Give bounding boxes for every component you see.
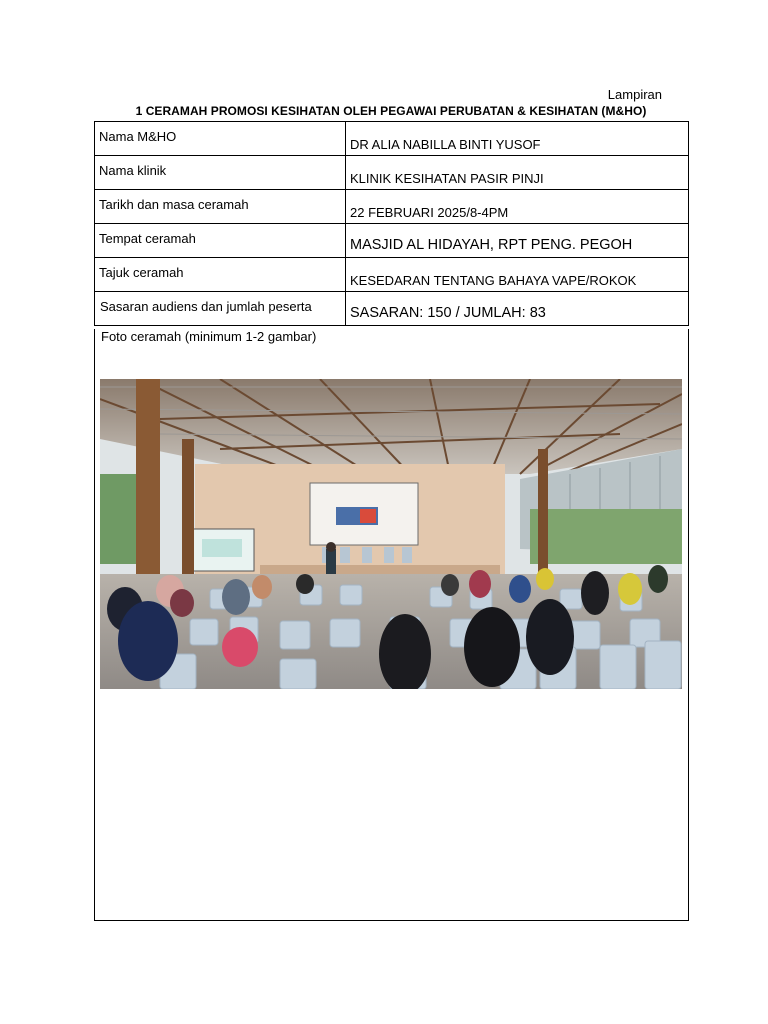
table-row xyxy=(95,190,689,224)
field-label-cell xyxy=(95,190,346,224)
photo-section-label: Foto ceramah (minimum 1-2 gambar) xyxy=(101,329,317,344)
field-label-venue: Tempat ceramah xyxy=(99,231,196,246)
field-value-clinic-name: KLINIK KESIHATAN PASIR PINJI xyxy=(350,171,544,186)
field-value-mho-name: DR ALIA NABILLA BINTI YUSOF xyxy=(350,137,541,152)
field-value-cell xyxy=(346,258,689,292)
field-value-cell xyxy=(346,122,689,156)
table-row xyxy=(95,292,689,326)
field-label-date-time: Tarikh dan masa ceramah xyxy=(99,197,249,212)
field-value-cell xyxy=(346,190,689,224)
field-value-cell xyxy=(346,224,689,258)
field-label-cell xyxy=(95,292,346,326)
document-title: 1 CERAMAH PROMOSI KESIHATAN OLEH PEGAWAI PERUBATAN & KESIHATAN (M&HO) xyxy=(135,104,647,118)
field-label-cell xyxy=(95,122,346,156)
field-value-topic: KESEDARAN TENTANG BAHAYA VAPE/ROKOK xyxy=(350,273,637,288)
field-label-mho-name: Nama M&HO xyxy=(99,129,177,144)
field-label-topic: Tajuk ceramah xyxy=(99,265,184,280)
field-label-clinic-name: Nama klinik xyxy=(99,163,167,178)
table-row xyxy=(95,224,689,258)
table-row xyxy=(95,156,689,190)
photo-section xyxy=(94,329,689,921)
field-value-venue: MASJID AL HIDAYAH, RPT PENG. PEGOH xyxy=(350,237,633,253)
lecture-photo xyxy=(100,379,682,689)
field-value-audience: SASARAN: 150 / JUMLAH: 83 xyxy=(350,305,546,321)
field-value-cell xyxy=(346,292,689,326)
field-value-cell xyxy=(346,156,689,190)
field-label-audience: Sasaran audiens dan jumlah peserta xyxy=(100,299,312,314)
annex-label: Lampiran xyxy=(607,87,662,102)
field-value-date-time: 22 FEBRUARI 2025/8-4PM xyxy=(350,205,509,220)
table-row xyxy=(95,122,689,156)
field-label-cell xyxy=(95,224,346,258)
field-label-cell xyxy=(95,156,346,190)
lecture-details-table xyxy=(94,121,689,326)
table-row xyxy=(95,258,689,292)
field-label-cell xyxy=(95,258,346,292)
